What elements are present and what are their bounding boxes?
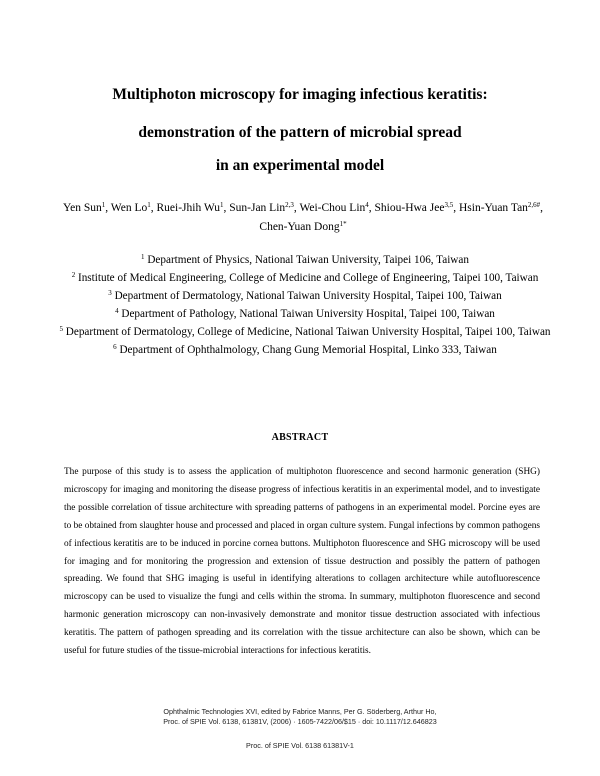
author-affiliation-mark: 1 (101, 201, 106, 209)
author-name: Wen Lo (110, 202, 148, 214)
author (375, 202, 459, 214)
author-affiliation-mark: 1 (147, 201, 151, 209)
author-affiliation-mark: 3,5 (444, 201, 454, 209)
author-separator: , (293, 202, 300, 214)
affiliation-text: Institute of Medical Engineering, College of Medicine and College of Engineering, Taipei 100, Taiwan (77, 272, 539, 284)
author-name: Shiou-Hwa Jee (374, 202, 445, 214)
affiliation-number: 2 (71, 271, 76, 279)
affiliation-text: Department of Dermatology, National Taiwan University Hospital, Taipei 100, Taiwan (114, 290, 502, 302)
author-separator: , (223, 202, 230, 214)
affiliation-number: 6 (113, 343, 117, 351)
affiliation-text: Department of Physics, National Taiwan University, Taipei 106, Taiwan (147, 254, 469, 266)
author (111, 202, 157, 214)
author-affiliation-mark: 2,3 (285, 201, 294, 209)
author-separator: , (105, 202, 111, 214)
author (299, 202, 374, 214)
author (156, 202, 229, 214)
author-affiliation-mark: 1* (339, 220, 347, 228)
affiliation (40, 323, 570, 341)
affiliation (40, 341, 570, 359)
affiliation-number: 3 (108, 289, 112, 297)
affiliation-number: 5 (59, 325, 63, 333)
author-name: Chen-Yuan Dong (259, 221, 340, 233)
author-name: Ruei-Jhih Wu (156, 202, 220, 214)
abstract-heading: ABSTRACT (271, 432, 329, 443)
paper-title-line-2: demonstration of the pattern of microbial spread (138, 124, 462, 141)
author-separator: , (453, 202, 459, 214)
author-separator: , (368, 202, 375, 214)
author (63, 202, 111, 214)
affiliation-text: Department of Pathology, National Taiwan University Hospital, Taipei 100, Taiwan (121, 308, 495, 320)
author (229, 202, 299, 214)
author-name: Yen Sun (62, 202, 102, 214)
citation-footer (0, 707, 600, 727)
citation-line-2: Proc. of SPIE Vol. 6138, 61381V, (2006) · 1605-7422/06/$15 · doi: 10.1117/12.646823 (163, 717, 437, 726)
affiliation (40, 305, 570, 323)
author-affiliation-mark: 2,6# (527, 201, 541, 209)
author-name: Wei-Chou Lin (299, 202, 366, 214)
affiliation (40, 251, 570, 269)
page-identifier: Proc. of SPIE Vol. 6138 61381V-1 (246, 741, 354, 750)
author (459, 202, 543, 214)
author-separator: , (540, 202, 544, 214)
paper-title-line-1: Multiphoton microscopy for imaging infectious keratitis: (112, 86, 488, 103)
author-separator: , (150, 202, 157, 214)
author-affiliation-mark: 1 (220, 201, 224, 209)
author (259, 221, 346, 233)
author-list (58, 199, 548, 237)
author-name: Hsin-Yuan Tan (458, 202, 528, 214)
affiliation (40, 287, 570, 305)
affiliation-number: 1 (141, 253, 145, 261)
author-affiliation-mark: 4 (365, 201, 369, 209)
affiliation-list (40, 251, 570, 359)
citation-line-1: Ophthalmic Technologies XVI, edited by Fabrice Manns, Per G. Söderberg, Arthur Ho, (163, 707, 437, 716)
affiliation-text: Department of Dermatology, College of Medicine, National Taiwan University Hospital, Taipei 100, Taiwan (65, 326, 551, 338)
author-name: Sun-Jan Lin (229, 202, 286, 214)
affiliation-text: Department of Ophthalmology, Chang Gung Memorial Hospital, Linko 333, Taiwan (119, 344, 497, 356)
abstract-body: The purpose of this study is to assess the application of multiphoton fluorescence and second harmonic generation (SHG) microscopy for imaging and monitoring the disease progress of infectious keratitis in an experimental model, and to investigate the possible correlation of tissue architecture with spreading patterns of pathogens in an experimental model. Porcine eyes are to be obtained from slaughter house and processed and placed in organ culture system. Fungal infections by common pathogens of infectious keratitis are to be induced in porcine cornea buttons. Multiphoton fluorescence and SHG microscopy will be used for imaging and for monitoring the progression and extension of tissue destruction and possibly the pattern of pathogen spreading. We found that SHG imaging is useful in identifying alterations to collagen architecture while autofluorescence microscopy can be used to visualize the fungi and cells within the stroma. In summary, multiphoton fluorescence and second harmonic generation microscopy can non-invasively demonstrate and monitor tissue destruction associated with infectious keratitis. The pattern of pathogen spreading and its correlation with the tissue architecture can also be shown, which can be useful for future studies of the tissue-microbial interactions for infectious keratitis. (64, 467, 540, 657)
paper-title-line-3: in an experimental model (215, 157, 385, 174)
affiliation-number: 4 (115, 307, 119, 315)
affiliation (40, 269, 570, 287)
